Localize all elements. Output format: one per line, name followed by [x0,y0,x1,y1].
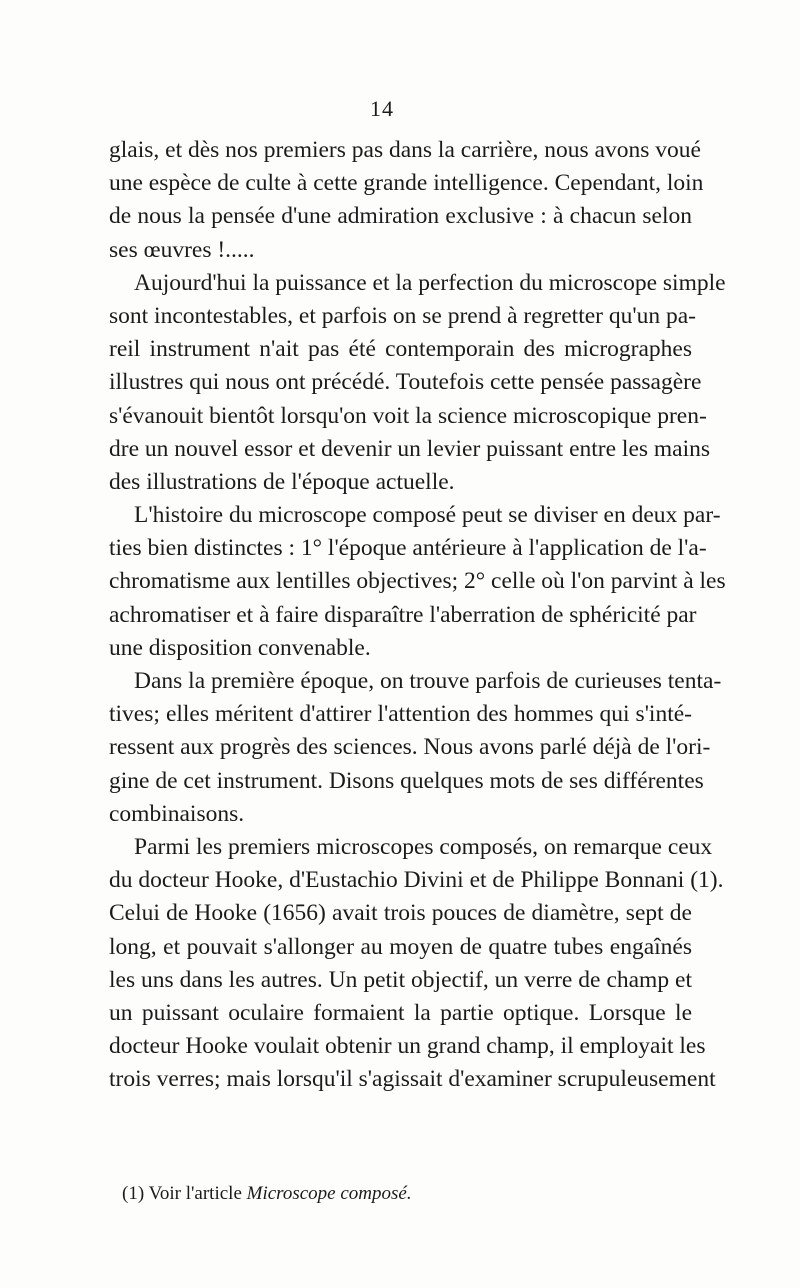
body-text [109,134,726,1096]
text-line: trois verres; mais lorsqu'il s'agissait d'examiner scrupuleusement [109,1066,716,1093]
text-line: ses œuvres !..... [109,236,255,263]
text-line: Parmi les premiers microscopes composés, on remarque ceux [134,833,713,860]
text-line: de nous la pensée d'une admiration exclusive : à chacun selon [109,203,692,230]
text-line: combinaisons. [109,800,245,827]
footnote-reference: Microscope composé. [246,1183,412,1204]
text-line: gine de cet instrument. Disons quelques mots de ses différentes [109,767,704,794]
text-line: sont incontestables, et parfois on se prend à regretter qu'un pa- [109,302,696,329]
footnote-text: Voir l'article [148,1183,242,1204]
text-line: un puissant oculaire formaient la partie optique. Lorsque le [109,999,692,1026]
text-line: du docteur Hooke, d'Eustachio Divini et de Philippe Bonnani (1). [109,867,724,894]
text-line: Dans la première époque, on trouve parfois de curieuses tenta- [134,668,722,694]
text-line: ties bien distinctes : 1° l'époque antérieure à l'application de l'a- [109,535,707,562]
text-line: chromatisme aux lentilles objectives; 2° celle où l'on parvint à les [109,568,726,595]
text-line: tives; elles méritent d'attirer l'attention des hommes qui s'inté- [109,701,692,728]
text-line: s'évanouit bientôt lorsqu'on voit la science microscopique pren- [109,402,707,429]
text-line: long, et pouvait s'allonger au moyen de quatre tubes engaînés [109,933,692,960]
text-line: achromatiser et à faire disparaître l'aberration de sphéricité par [109,601,697,628]
text-line: reil instrument n'ait pas été contemporain des micrographes [109,336,692,363]
footnote-marker: (1) [122,1183,145,1204]
footnote [122,1183,412,1205]
text-line: Aujourd'hui la puissance et la perfection du microscope simple [134,269,726,296]
text-line: docteur Hooke voulait obtenir un grand champ, il employait les [109,1033,706,1060]
text-line: une espèce de culte à cette grande intelligence. Cependant, loin [109,170,704,197]
text-line: des illustrations de l'époque actuelle. [109,468,455,495]
text-line: glais, et dès nos premiers pas dans la carrière, nous avons voué [109,137,701,163]
text-line: dre un nouvel essor et devenir un levier puissant entre les mains [109,435,711,462]
text-line: illustres qui nous ont précédé. Toutefois cette pensée passagère [109,369,702,396]
page-number: 14 [370,96,394,121]
text-line: Celui de Hooke (1656) avait trois pouces de diamètre, sept de [109,900,692,927]
text-line: les uns dans les autres. Un petit objectif, un verre de champ et [109,966,692,993]
text-line: L'histoire du microscope composé peut se diviser en deux par- [134,502,721,529]
text-line: ressent aux progrès des sciences. Nous avons parlé déjà de l'ori- [109,734,711,761]
text-line: une disposition convenable. [109,634,371,661]
